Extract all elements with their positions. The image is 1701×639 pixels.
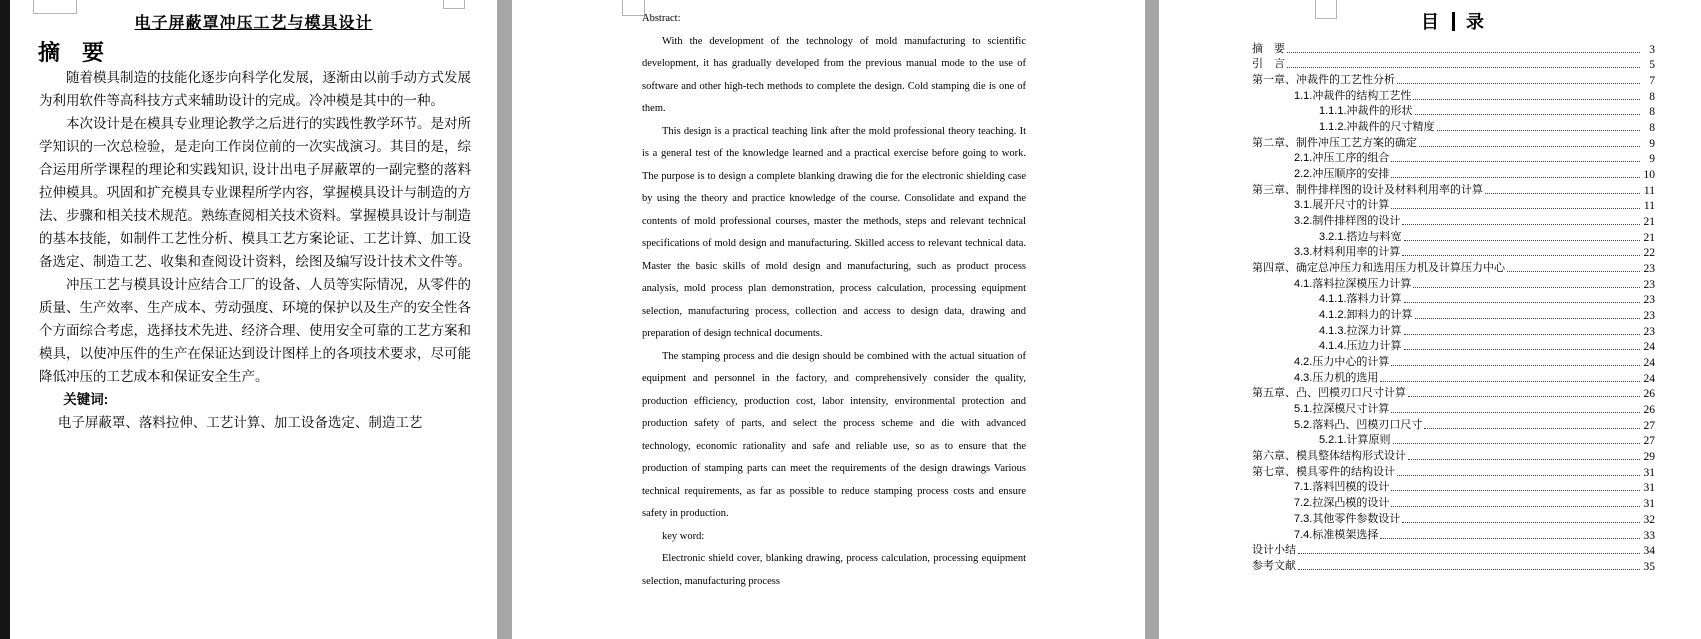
toc-entry-label: 7.3.其他零件参数设计	[1294, 512, 1401, 525]
toc-entry-page: 21	[1643, 231, 1655, 244]
toc-entry-label: 第七章、模具零件的结构设计	[1252, 465, 1395, 478]
toc-entry-page: 33	[1643, 529, 1655, 542]
toc-leader-dots	[1437, 130, 1640, 131]
toc-entries	[1252, 40, 1655, 573]
toc-leader-dots	[1298, 553, 1640, 554]
toc-entry-label: 4.3.压力机的选用	[1294, 371, 1379, 384]
abstract-cn-heading: 摘 要	[38, 40, 105, 65]
toc-entry[interactable]	[1252, 306, 1655, 322]
keywords-label-en: key word:	[662, 530, 705, 542]
toc-entry-label: 7.4.标准模架选择	[1294, 528, 1379, 541]
toc-entry[interactable]	[1252, 40, 1655, 56]
toc-entry-label: 1.1.2.冲裁件的尺寸精度	[1319, 121, 1435, 134]
paragraph: 随着模具制造的技能化逐步向科学化发展，逐渐由以前手动方式发展为利用软件等高科技方式来辅助设计的完成。冷冲模是其中的一种。	[39, 70, 471, 108]
toc-entry-label: 4.1.1.落料力计算	[1319, 293, 1402, 306]
toc-entry[interactable]	[1252, 432, 1655, 448]
toc-entry-page: 34	[1643, 545, 1655, 558]
left-edge-bar	[0, 0, 10, 639]
toc-entry[interactable]	[1252, 71, 1655, 87]
toc-entry-label: 第五章、凸、凹模刃口尺寸计算	[1252, 387, 1406, 400]
toc-entry[interactable]	[1252, 56, 1655, 72]
toc-entry-label: 2.1.冲压工序的组合	[1294, 152, 1390, 165]
toc-entry-label: 3.2.制件排样图的设计	[1294, 215, 1401, 228]
toc-leader-dots	[1404, 349, 1640, 350]
toc-entry-label: 4.1.4.压边力计算	[1319, 340, 1402, 353]
toc-leader-dots	[1408, 459, 1640, 460]
toc-leader-dots	[1404, 334, 1640, 335]
thesis-title: 电子屏蔽罩冲压工艺与模具设计	[134, 15, 373, 32]
abstract-en-body	[642, 8, 1026, 593]
toc-entry[interactable]	[1252, 338, 1655, 354]
text-cursor	[1452, 12, 1455, 31]
toc-leader-dots	[1413, 99, 1640, 100]
toc-entry[interactable]	[1252, 322, 1655, 338]
page-corner-marker	[443, 0, 465, 9]
toc-entry-page: 32	[1643, 513, 1655, 526]
paragraph: This design is a practical teaching link after the mold professional theory teaching. It is a general test of the knowledge learned and a practical exercise before going to work. The purpose is to design a complete blanking drawing die for the electronic shielding case by using the theory and practice knowledge of the course. Consolidate and expand the contents of mold professional courses, master the methods, steps and relevant technical specifications of mold design and manufacturing. Skilled access to relevant technical data. Master the basic skills of mold design and manufacturing, such as product process analysis, mold process plan demonstration, process calculation, processing equipment selection, manufacturing process, collection and access to design data, drawing and preparation of design technical documents.	[642, 125, 1026, 339]
toc-entry[interactable]	[1252, 385, 1655, 401]
toc-entry[interactable]	[1252, 526, 1655, 542]
page-gap	[1145, 0, 1159, 639]
toc-leader-dots	[1402, 255, 1640, 256]
toc-entry-label: 2.2.冲压顺序的安排	[1294, 168, 1390, 181]
toc-leader-dots	[1424, 428, 1640, 429]
toc-entry-page: 11	[1643, 184, 1655, 197]
toc-entry[interactable]	[1252, 416, 1655, 432]
toc-entry-page: 26	[1643, 388, 1655, 401]
toc-leader-dots	[1391, 365, 1640, 366]
toc-entry-page: 24	[1643, 372, 1655, 385]
keywords-en: Electronic shield cover, blanking drawing, process calculation, processing equipment selection, manufacturing process	[642, 553, 1026, 587]
toc-entry-label: 3.2.1.搭边与料宽	[1319, 230, 1402, 243]
toc-entry-page: 31	[1643, 498, 1655, 511]
toc-entry-page: 24	[1643, 357, 1655, 370]
toc-entry-page: 27	[1643, 435, 1655, 448]
toc-entry-label: 第二章、制件冲压工艺方案的确定	[1252, 136, 1417, 149]
toc-entry[interactable]	[1252, 275, 1655, 291]
toc-entry-label: 5.1.拉深模尺寸计算	[1294, 403, 1390, 416]
abstract-cn-body	[39, 66, 471, 434]
toc-entry-label: 设计小结	[1252, 544, 1296, 557]
toc-entry-page: 24	[1643, 341, 1655, 354]
toc-leader-dots	[1298, 569, 1640, 570]
toc-entry-label: 4.1.3.拉深力计算	[1319, 324, 1402, 337]
toc-leader-dots	[1413, 287, 1640, 288]
page-abstract-en	[512, 0, 1145, 639]
toc-entry[interactable]	[1252, 510, 1655, 526]
toc-leader-dots	[1391, 490, 1640, 491]
paragraph: The stamping process and die design should be combined with the actual situation of equipment and personnel in the factory, and comprehensively consider the quality, production efficiency, production cost, labor intensity, environmental protection and production safety of parts, and select the process scheme and die with advanced technology, economic rationality and safe and reliable use, so as to ensure that the production of stamping parts can meet the requirements of the design drawings Various technical requirements, as far as possible to reduce stamping process costs and ensure safety in production.	[642, 350, 1026, 519]
toc-entry-page: 10	[1643, 169, 1655, 182]
paragraph: 冲压工艺与模具设计应结合工厂的设备、人员等实际情况，从零件的质量、生产效率、生产成本、劳动强度、环境的保护以及生产的安全性各个方面综合考虑，选择技术先进、经济合理、使用安全可靠的工艺方案和模具，以使冲压件的生产在保证达到设计图样上的各项技术要求，尽可能降低冲压的工艺成本和保证安全生产。	[39, 277, 471, 384]
toc-entry[interactable]	[1252, 479, 1655, 495]
toc-entry-label: 引 言	[1252, 58, 1285, 71]
toc-leader-dots	[1393, 443, 1640, 444]
toc-entry-label: 摘 要	[1252, 42, 1285, 55]
paragraph: With the development of the technology of mold manufacturing to scientific development, it has gradually developed from the previous manual mode to the use of software and other high-tech methods to complete the design. Cold stamping die is one of them.	[642, 35, 1026, 114]
toc-leader-dots	[1419, 146, 1640, 147]
toc-entry-label: 4.2.压力中心的计算	[1294, 356, 1390, 369]
toc-leader-dots	[1397, 475, 1640, 476]
toc-entry[interactable]	[1252, 103, 1655, 119]
toc-leader-dots	[1485, 193, 1640, 194]
toc-entry[interactable]	[1252, 165, 1655, 181]
toc-entry-label: 4.1.落料拉深模压力计算	[1294, 277, 1412, 290]
toc-entry-label: 7.2.拉深凸模的设计	[1294, 497, 1390, 510]
toc-leader-dots	[1391, 506, 1640, 507]
page-abstract-cn	[10, 0, 497, 639]
toc-entry[interactable]	[1252, 463, 1655, 479]
toc-entry-page: 31	[1643, 466, 1655, 479]
toc-leader-dots	[1507, 271, 1640, 272]
toc-leader-dots	[1404, 240, 1640, 241]
toc-title	[1252, 8, 1655, 34]
toc-entry-page: 23	[1643, 325, 1655, 338]
toc-entry[interactable]	[1252, 87, 1655, 103]
toc-leader-dots	[1397, 83, 1640, 84]
toc-leader-dots	[1287, 67, 1640, 68]
toc-leader-dots	[1402, 224, 1640, 225]
toc-entry[interactable]	[1252, 150, 1655, 166]
toc-entry[interactable]	[1252, 557, 1655, 573]
toc-entry[interactable]	[1252, 369, 1655, 385]
page-toc	[1159, 0, 1701, 639]
toc-entry-page: 23	[1643, 263, 1655, 276]
toc-leader-dots	[1380, 538, 1640, 539]
toc-entry-label: 第一章、冲裁件的工艺性分析	[1252, 74, 1395, 87]
abstract-en-heading: Abstract:	[642, 13, 681, 24]
toc-entry[interactable]	[1252, 228, 1655, 244]
toc-entry[interactable]	[1252, 118, 1655, 134]
toc-leader-dots	[1391, 177, 1640, 178]
toc-entry-label: 1.1.冲裁件的结构工艺性	[1294, 89, 1412, 102]
toc-entry-page: 11	[1643, 200, 1655, 213]
toc-entry-page: 29	[1643, 451, 1655, 464]
toc-entry-page: 8	[1649, 106, 1655, 119]
toc-leader-dots	[1391, 208, 1640, 209]
toc-entry[interactable]	[1252, 259, 1655, 275]
toc-entry[interactable]	[1252, 353, 1655, 369]
toc-entry-page: 9	[1649, 153, 1655, 166]
toc-leader-dots	[1415, 114, 1640, 115]
toc-entry[interactable]	[1252, 244, 1655, 260]
toc-entry-page: 23	[1643, 310, 1655, 323]
toc-leader-dots	[1408, 396, 1640, 397]
toc-entry-label: 3.3.材料利用率的计算	[1294, 246, 1401, 259]
toc-leader-dots	[1391, 412, 1640, 413]
toc-entry-page: 23	[1643, 294, 1655, 307]
toc-entry[interactable]	[1252, 542, 1655, 558]
toc-entry-label: 参考文献	[1252, 559, 1296, 572]
keywords-label-cn: 关键词:	[63, 392, 109, 407]
paragraph: 本次设计是在模具专业理论教学之后进行的实践性教学环节。是对所学知识的一次总检验，是走向工作岗位前的一次实战演习。其目的是，综合运用所学课程的理论和实践知识, 设计出电子屏蔽罩的一副完整的落料拉伸模具。巩固和扩充模具专业课程所学内容，掌握模具设计与制造的方法、步骤和相关技术规范。熟练查阅相关技术资料。掌握模具设计与制造的基本技能，如制件工艺性分析、模具工艺方案论证、工艺计算、加工设备选定、制造工艺、收集和查阅设计资料，绘图及编写设计技术文件等。	[39, 116, 471, 269]
toc-entry-page: 8	[1649, 90, 1655, 103]
toc-entry-page: 35	[1643, 560, 1655, 573]
toc-entry-label: 5.2.落料凸、凹模刃口尺寸	[1294, 418, 1423, 431]
toc-entry-label: 第四章、确定总冲压力和选用压力机及计算压力中心	[1252, 262, 1505, 275]
toc-title-second-char: 录	[1466, 12, 1486, 32]
toc-entry-page: 3	[1649, 43, 1655, 56]
toc-entry[interactable]	[1252, 400, 1655, 416]
toc-leader-dots	[1415, 318, 1640, 319]
toc-leader-dots	[1402, 522, 1640, 523]
toc-entry-page: 27	[1643, 419, 1655, 432]
toc-entry-label: 第三章、制件排样图的设计及材料利用率的计算	[1252, 183, 1483, 196]
toc-entry-label: 7.1.落料凹模的设计	[1294, 481, 1390, 494]
toc-entry[interactable]	[1252, 291, 1655, 307]
toc-entry-page: 9	[1649, 137, 1655, 150]
toc-entry-page: 23	[1643, 278, 1655, 291]
toc-entry-label: 1.1.1.冲裁件的形状	[1319, 105, 1413, 118]
toc-leader-dots	[1380, 381, 1640, 382]
toc-entry[interactable]	[1252, 197, 1655, 213]
toc-entry[interactable]	[1252, 134, 1655, 150]
toc-entry-page: 31	[1643, 482, 1655, 495]
toc-entry-label: 4.1.2.卸料力的计算	[1319, 309, 1413, 322]
toc-entry-page: 5	[1649, 59, 1655, 72]
toc-title-first-char: 目	[1421, 12, 1441, 32]
toc-entry-page: 26	[1643, 404, 1655, 417]
keywords-cn: 电子屏蔽罩、落料拉伸、工艺计算、加工设备选定、制造工艺	[57, 415, 423, 430]
toc-entry-page: 7	[1649, 75, 1655, 88]
toc-entry-label: 5.2.1.计算原则	[1319, 434, 1391, 447]
toc-entry-label: 第六章、模具整体结构形式设计	[1252, 450, 1406, 463]
toc-entry[interactable]	[1252, 494, 1655, 510]
toc-entry-page: 21	[1643, 216, 1655, 229]
toc-entry[interactable]	[1252, 212, 1655, 228]
toc-entry[interactable]	[1252, 181, 1655, 197]
toc-entry[interactable]	[1252, 447, 1655, 463]
toc-entry-label: 3.1.展开尺寸的计算	[1294, 199, 1390, 212]
toc-entry-page: 22	[1643, 247, 1655, 260]
toc-leader-dots	[1404, 302, 1640, 303]
toc-entry-page: 8	[1649, 122, 1655, 135]
toc-leader-dots	[1287, 52, 1640, 53]
toc-leader-dots	[1391, 161, 1640, 162]
